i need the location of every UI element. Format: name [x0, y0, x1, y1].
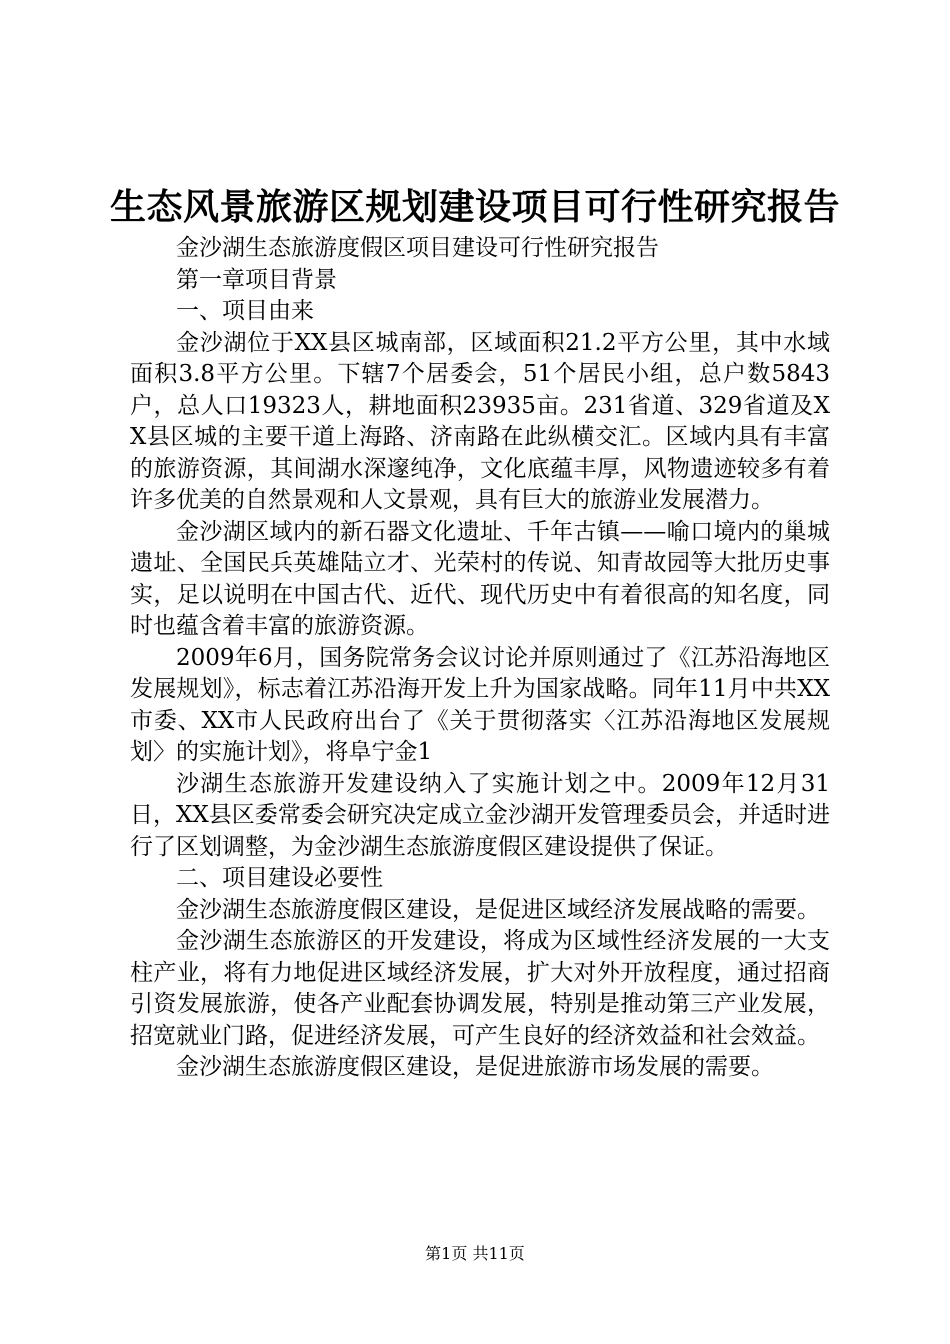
chapter-heading: 第一章项目背景: [176, 266, 337, 293]
document-title: 生态风景旅游区规划建设项目可行性研究报告: [109, 187, 840, 228]
section-heading-origin: 一、项目由来: [176, 298, 314, 324]
paragraph-history: 金沙湖区域内的新石器文化遗址、千年古镇——喻口境内的巢城遗址、全国民兵英雄陆立才、光荣村的传说、知青故园等大批历史事实，足以说明在中国古代、近代、现代历史中有着很高的知名度，同时也蕴含着丰富的旅游资源。: [130, 518, 830, 639]
paragraph-location: 金沙湖位于XX县区城南部，区域面积21.2平方公里，其中水域面积3.8平方公里。下辖7个居委会，51个居民小组，总户数5843户，总人口19323人，耕地面积23935亩。231省道、329省道及XX县区城的主要干道上海路、济南路在此纵横交汇。区域内具有丰富的旅游资源，其间湖水深邃纯净，文化底蕴丰厚，风物遗迹较多有着许多优美的自然景观和人文景观，具有巨大的旅游业发展潜力。: [130, 329, 830, 513]
document-body: [130, 233, 830, 1084]
paragraph-policy: 2009年6月，国务院常务会议讨论并原则通过了《江苏沿海地区发展规划》，标志着江苏沿海开发上升为国家战略。同年11月中共XX市委、XX市人民政府出台了《关于贯彻落实〈江苏沿海地区发展规划〉的实施计划》，将阜宁金1: [130, 644, 830, 765]
paragraph-economic-need: 金沙湖生态旅游度假区建设，是促进区域经济发展战略的需要。: [176, 896, 820, 923]
paragraph-market-need: 金沙湖生态旅游度假区建设，是促进旅游市场发展的需要。: [176, 1054, 774, 1080]
paragraph-economic-impact: 金沙湖生态旅游区的开发建设，将成为区域性经济发展的一大支柱产业，将有力地促进区域经济发展，扩大对外开放程度，通过招商引资发展旅游，使各产业配套协调发展，特别是推动第三产业发展，招宽就业门路，促进经济发展，可产生良好的经济效益和社会效益。: [130, 928, 830, 1049]
paragraph-policy-continued: 沙湖生态旅游开发建设纳入了实施计划之中。2009年12月31日，XX县区委常委会研究决定成立金沙湖开发管理委员会，并适时进行了区划调整，为金沙湖生态旅游度假区建设提供了保证。: [130, 770, 830, 860]
page-footer: 第1页 共11页: [425, 1244, 525, 1263]
document-subtitle: 金沙湖生态旅游度假区项目建设可行性研究报告: [176, 235, 659, 261]
section-heading-necessity: 二、项目建设必要性: [176, 865, 383, 891]
